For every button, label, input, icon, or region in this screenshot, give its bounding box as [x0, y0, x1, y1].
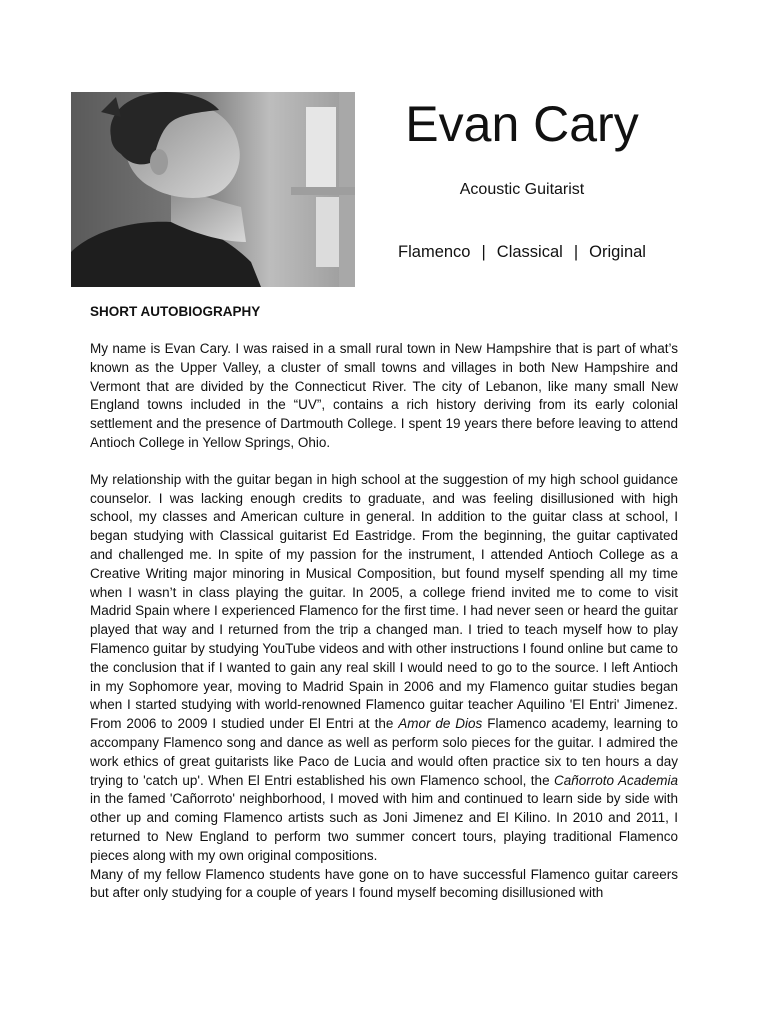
autobiography-text — [90, 340, 678, 903]
genre-original: Original — [589, 243, 646, 261]
bio-paragraph-1: My name is Evan Cary. I was raised in a small rural town in New Hampshire that is part of what’s known as the Upper Valley, a cluster of small towns and villages in both New Hampshire and Vermont that are divided by the Connecticut River. The city of Lebanon, like many small New England towns included in the “UV”, contains a rich history deriving from its early colonial settlement and the presence of Dartmouth College. I spent 19 years there before leaving to attend Antioch College in Yellow Springs, Ohio. — [90, 341, 678, 450]
bio-paragraph-2-part-b: Flamenco academy, learning to accompany Flamenco song and dance as well as perform solo pieces for the guitar. I admired the work ethics of great guitarists like Paco de Lucia and would often practice six to ten hours a day trying to 'catch up'. When El Entri established his own Flamenco school, the — [90, 716, 678, 788]
bio-paragraph-2-part-a: My relationship with the guitar began in high school at the suggestion of my high school guidance counselor. I was lacking enough credits to graduate, and was feeling disillusioned with high school, my classes and American culture in general. In addition to the guitar class at school, I began studying with Classical guitarist Ed Eastridge. From the beginning, the guitar captivated and challenged me. In spite of my passion for the instrument, I attended Antioch College as a Creative Writing major minoring in Musical Composition, but found myself spending all my time when I wasn’t in class playing the guitar. In 2005, a college friend invited me to come to visit Madrid Spain where I experienced Flamenco for the first time. I had never seen or heard the guitar played that way and I returned from the trip a changed man. I tried to teach myself how to play Flamenco guitar by studying YouTube videos and with other instructions I found online but came to the conclusion that if I wanted to gain any real skill I would need to go to the source. I left Antioch in my Sophomore year, moving to Madrid Spain in 2006 and my Flamenco guitar studies began when I started studying with world-renowned Flamenco guitar teacher Aquilino 'El Entri' Jimenez. From 2006 to 2009 I studied under El Entri at the — [90, 471, 678, 732]
portrait-photo-icon — [71, 92, 355, 287]
section-heading: SHORT AUTOBIOGRAPHY — [90, 304, 261, 319]
bio-paragraph-3: Many of my fellow Flamenco students have gone on to have successful Flamenco guitar careers but after only studying for a couple of years I found myself becoming disillusioned with — [90, 866, 678, 901]
person-name: Evan Cary — [405, 96, 639, 152]
school-name: Cañorroto Academia — [554, 772, 678, 788]
genre-flamenco: Flamenco — [398, 243, 471, 261]
bio-paragraph-2-part-c: in the famed 'Cañorroto' neighborhood, I moved with him and continued to learn side by side with other up and coming Flamenco artists such as Joni Jimenez and El Kilino. In 2010 and 2011, I returned to New England to perform two summer concert tours, playing traditional Flamenco pieces along with my own original compositions. — [90, 791, 678, 863]
bio-paragraph-2 — [90, 471, 678, 866]
genre-list — [380, 241, 664, 263]
genre-separator: | — [573, 243, 579, 261]
genre-separator: | — [481, 243, 486, 261]
academy-name: Amor de Dios — [398, 716, 483, 732]
job-title: Acoustic Guitarist — [459, 181, 585, 198]
portrait-photo — [71, 92, 355, 287]
genre-classical: Classical — [496, 243, 563, 261]
